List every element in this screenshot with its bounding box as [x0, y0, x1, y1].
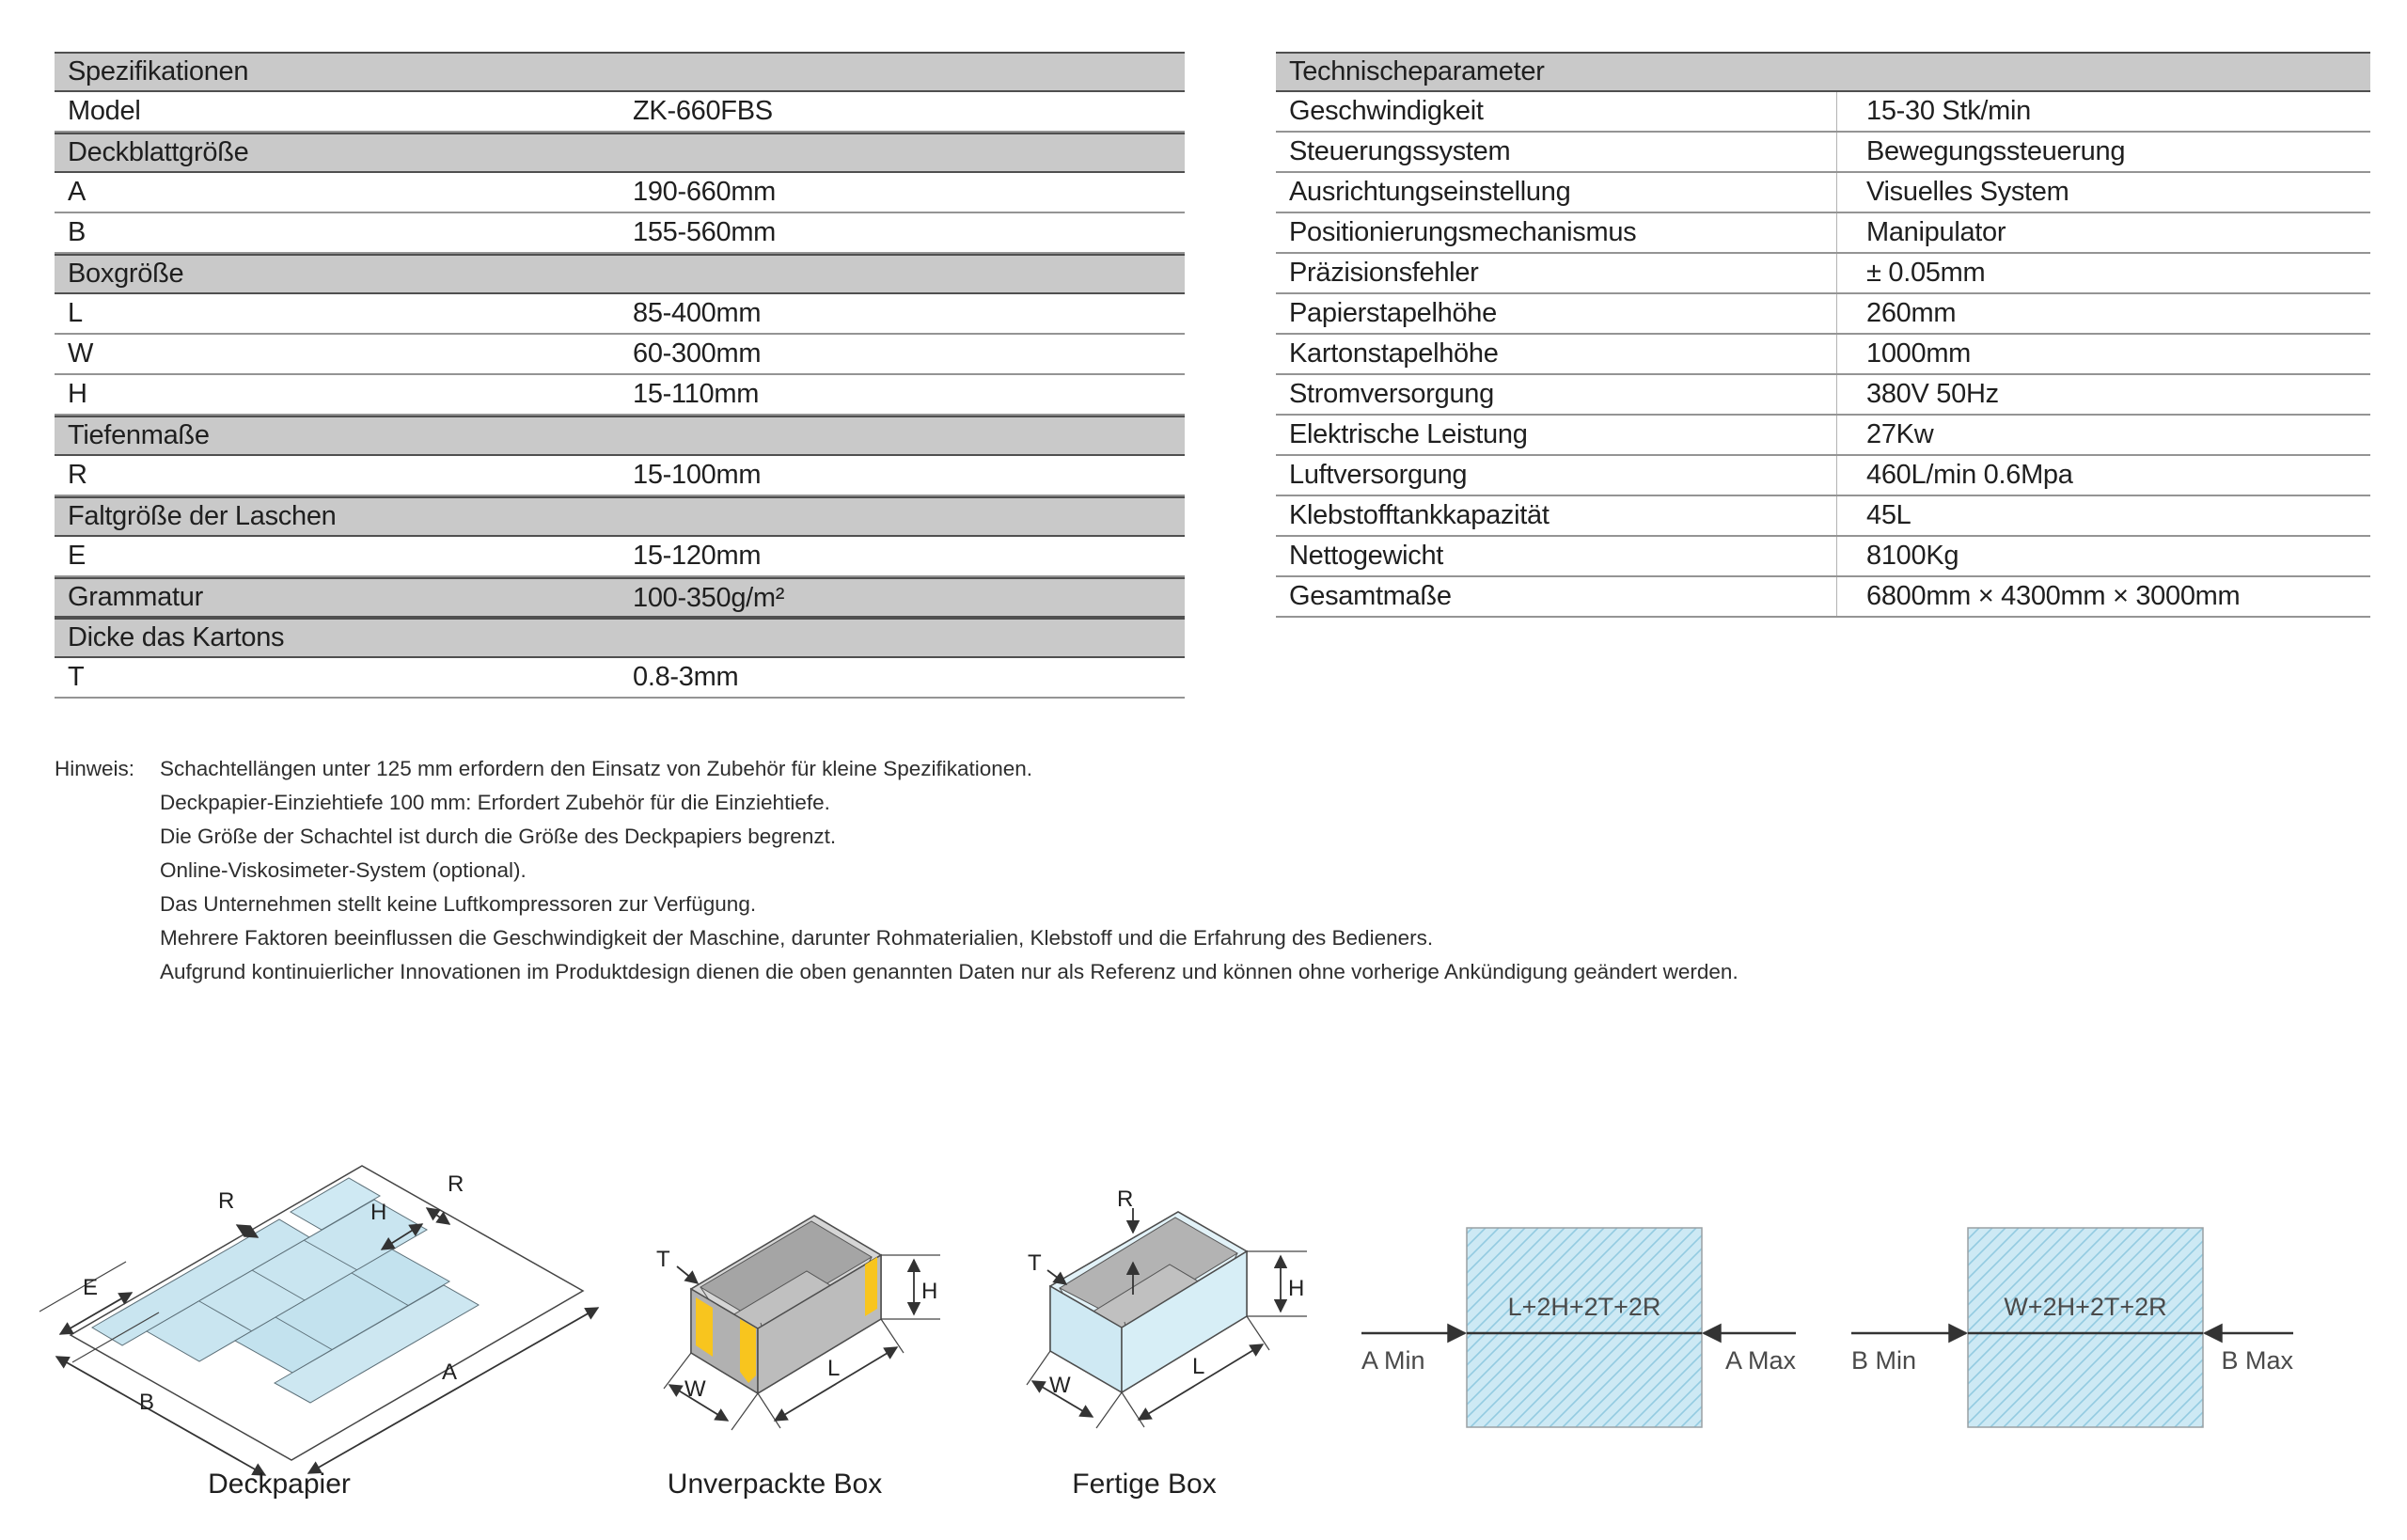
row-value: 15-120mm — [633, 541, 762, 571]
extension-line — [881, 1319, 904, 1353]
note-line: Deckpapier-Einziehtiefe 100 mm: Erfordert Zubehör für die Einziehtiefe. — [160, 791, 830, 814]
row-value: Manipulator — [1866, 217, 2006, 247]
glue-tab — [740, 1319, 756, 1383]
table-section-row — [55, 52, 1185, 92]
row-label: Steuerungssystem — [1289, 136, 1511, 166]
table-row — [55, 92, 1185, 133]
row-value: 100-350g/m² — [633, 583, 785, 613]
table-row — [1276, 294, 2370, 335]
t-leader-arrow — [677, 1266, 698, 1283]
row-value: 460L/min 0.6Mpa — [1866, 460, 2073, 490]
table-row — [55, 375, 1185, 416]
row-label: Gesamtmaße — [1289, 581, 1452, 611]
row-label: Positionierungsmechanismus — [1289, 217, 1637, 247]
row-value: 260mm — [1866, 298, 1957, 328]
row-label: Luftversorgung — [1289, 460, 1468, 490]
table-row — [1276, 456, 2370, 496]
technical-parameters-table — [1276, 52, 2370, 618]
row-value: Bewegungssteuerung — [1866, 136, 2126, 166]
row-label: W — [68, 338, 94, 369]
specifications-table — [55, 52, 1185, 699]
row-value: 190-660mm — [633, 177, 777, 207]
row-value: 155-560mm — [633, 217, 777, 247]
table-row — [1276, 254, 2370, 294]
extension-line — [758, 1393, 780, 1428]
table-row — [55, 213, 1185, 254]
row-label: Model — [68, 96, 141, 126]
b-dimension-label: B — [139, 1390, 155, 1415]
row-value: 15-100mm — [633, 460, 762, 490]
table-row — [1276, 577, 2370, 618]
row-value: 0.8-3mm — [633, 662, 739, 692]
table-row — [1276, 496, 2370, 537]
l-dimension-label: L — [1192, 1354, 1205, 1379]
row-label: Grammatur — [68, 582, 203, 612]
row-label: Elektrische Leistung — [1289, 419, 1528, 449]
row-label: Ausrichtungseinstellung — [1289, 177, 1571, 207]
row-label: B — [68, 217, 87, 247]
section-title: Spezifikationen — [68, 56, 249, 86]
h-dimension-label: H — [1288, 1276, 1305, 1301]
note-line: Schachtellängen unter 125 mm erfordern den Einsatz von Zubehör für kleine Spezifikationen. — [160, 757, 1033, 780]
row-value: 15-30 Stk/min — [1866, 96, 2032, 126]
table-section-row — [55, 496, 1185, 537]
r-right-dimension-label: R — [448, 1171, 464, 1197]
row-value: 15-110mm — [633, 379, 760, 409]
table-row — [55, 456, 1185, 496]
b-range-diagram — [1848, 1215, 2299, 1450]
table-section-row — [55, 577, 1185, 618]
notes-block — [55, 752, 1738, 989]
deckpapier-diagram — [28, 1152, 611, 1485]
extension-line — [1122, 1392, 1144, 1427]
notes-lines — [160, 752, 1738, 989]
a-range-area — [1467, 1228, 1702, 1427]
row-label: Geschwindigkeit — [1289, 96, 1484, 126]
section-title: Dicke das Kartons — [68, 622, 285, 652]
table-row — [1276, 173, 2370, 213]
e-dimension-label: E — [83, 1275, 99, 1300]
row-value: Visuelles System — [1866, 177, 2069, 207]
row-value: 380V 50Hz — [1866, 379, 1999, 409]
table-row — [1276, 416, 2370, 456]
section-title: Tiefenmaße — [68, 420, 210, 450]
b-range-formula: W+2H+2T+2R — [2004, 1293, 2167, 1321]
table-row — [1276, 335, 2370, 375]
row-label: E — [68, 541, 87, 571]
table-section-row — [55, 416, 1185, 456]
note-line: Aufgrund kontinuierlicher Innovationen im Produktdesign dienen die oben genannten Daten nur als Referenz und können ohne vorherige Ankündigung geändert werden. — [160, 960, 1738, 983]
section-title: Deckblattgröße — [68, 137, 249, 167]
extension-line — [1027, 1351, 1050, 1385]
table-section-row — [55, 133, 1185, 173]
glue-tab — [865, 1257, 877, 1316]
table-section-row — [55, 254, 1185, 294]
note-line: Die Größe der Schachtel ist durch die Größe des Deckpapiers begrenzt. — [160, 825, 837, 848]
note-line: Mehrere Faktoren beeinflussen die Geschwindigkeit der Maschine, darunter Rohmaterialien, Klebstoff und die Erfahrung des Bedieners. — [160, 926, 1434, 950]
note-line: Das Unternehmen stellt keine Luftkompressoren zur Verfügung. — [160, 892, 757, 916]
table-row — [1276, 537, 2370, 577]
row-value: ± 0.05mm — [1866, 258, 1986, 288]
a-range-diagram — [1354, 1215, 1805, 1450]
row-value: 1000mm — [1866, 338, 1972, 369]
row-label: R — [68, 460, 87, 490]
row-value: 45L — [1866, 500, 1911, 530]
table-row — [1276, 375, 2370, 416]
extension-line — [1247, 1316, 1269, 1350]
h-dimension-label: H — [921, 1279, 938, 1304]
note-line: Online-Viskosimeter-System (optional). — [160, 858, 527, 882]
extension-line — [732, 1393, 758, 1430]
row-label: Klebstofftankkapazität — [1289, 500, 1550, 530]
finished-box-diagram — [1025, 1161, 1401, 1471]
table-section-row — [55, 618, 1185, 658]
row-label: T — [68, 662, 85, 692]
a-min-label: A Min — [1361, 1346, 1425, 1375]
row-label: Kartonstapelhöhe — [1289, 338, 1499, 369]
row-value: 6800mm × 4300mm × 3000mm — [1866, 581, 2241, 611]
r-left-dimension-label: R — [218, 1188, 235, 1214]
unpacked-box-caption: Unverpackte Box — [667, 1469, 883, 1500]
deckpapier-caption: Deckpapier — [208, 1469, 351, 1500]
row-label: H — [68, 379, 87, 409]
notes-label: Hinweis: — [55, 757, 135, 780]
row-value: 27Kw — [1866, 419, 1934, 449]
section-title: Boxgröße — [68, 259, 184, 289]
b-range-area — [1968, 1228, 2203, 1427]
row-value: 85-400mm — [633, 298, 762, 328]
row-label: Präzisionsfehler — [1289, 258, 1479, 288]
a-dimension-label: A — [442, 1359, 458, 1385]
finished-box-caption: Fertige Box — [1072, 1469, 1217, 1500]
t-dimension-label: T — [656, 1247, 670, 1272]
table-row — [55, 537, 1185, 577]
r-dimension-label: R — [1117, 1186, 1134, 1212]
table-section-row — [1276, 52, 2370, 92]
b-max-label: B Max — [2221, 1346, 2293, 1375]
table-row — [55, 658, 1185, 699]
row-value: 60-300mm — [633, 338, 762, 369]
section-title: Faltgröße der Laschen — [68, 501, 337, 531]
w-dimension-label: W — [684, 1376, 706, 1402]
section-title: Technischeparameter — [1289, 56, 1545, 86]
table-row — [1276, 133, 2370, 173]
table-row — [1276, 92, 2370, 133]
row-label: A — [68, 177, 87, 207]
table-row — [55, 294, 1185, 335]
row-value: ZK-660FBS — [633, 96, 773, 126]
w-dimension-label: W — [1049, 1373, 1071, 1398]
row-label: L — [68, 298, 83, 328]
row-label: Stromversorgung — [1289, 379, 1494, 409]
row-label: Papierstapelhöhe — [1289, 298, 1497, 328]
table-row — [55, 335, 1185, 375]
unpacked-box-diagram — [649, 1161, 1025, 1471]
extension-line — [1096, 1392, 1122, 1428]
t-dimension-label: T — [1028, 1250, 1042, 1276]
a-range-formula: L+2H+2T+2R — [1507, 1293, 1661, 1321]
row-label: Nettogewicht — [1289, 541, 1444, 571]
table-row — [1276, 213, 2370, 254]
a-max-label: A Max — [1724, 1346, 1796, 1375]
h-dimension-label: H — [370, 1200, 387, 1225]
table-row — [55, 173, 1185, 213]
l-dimension-label: L — [827, 1356, 841, 1381]
row-value: 8100Kg — [1866, 541, 1959, 571]
b-min-label: B Min — [1851, 1346, 1917, 1375]
